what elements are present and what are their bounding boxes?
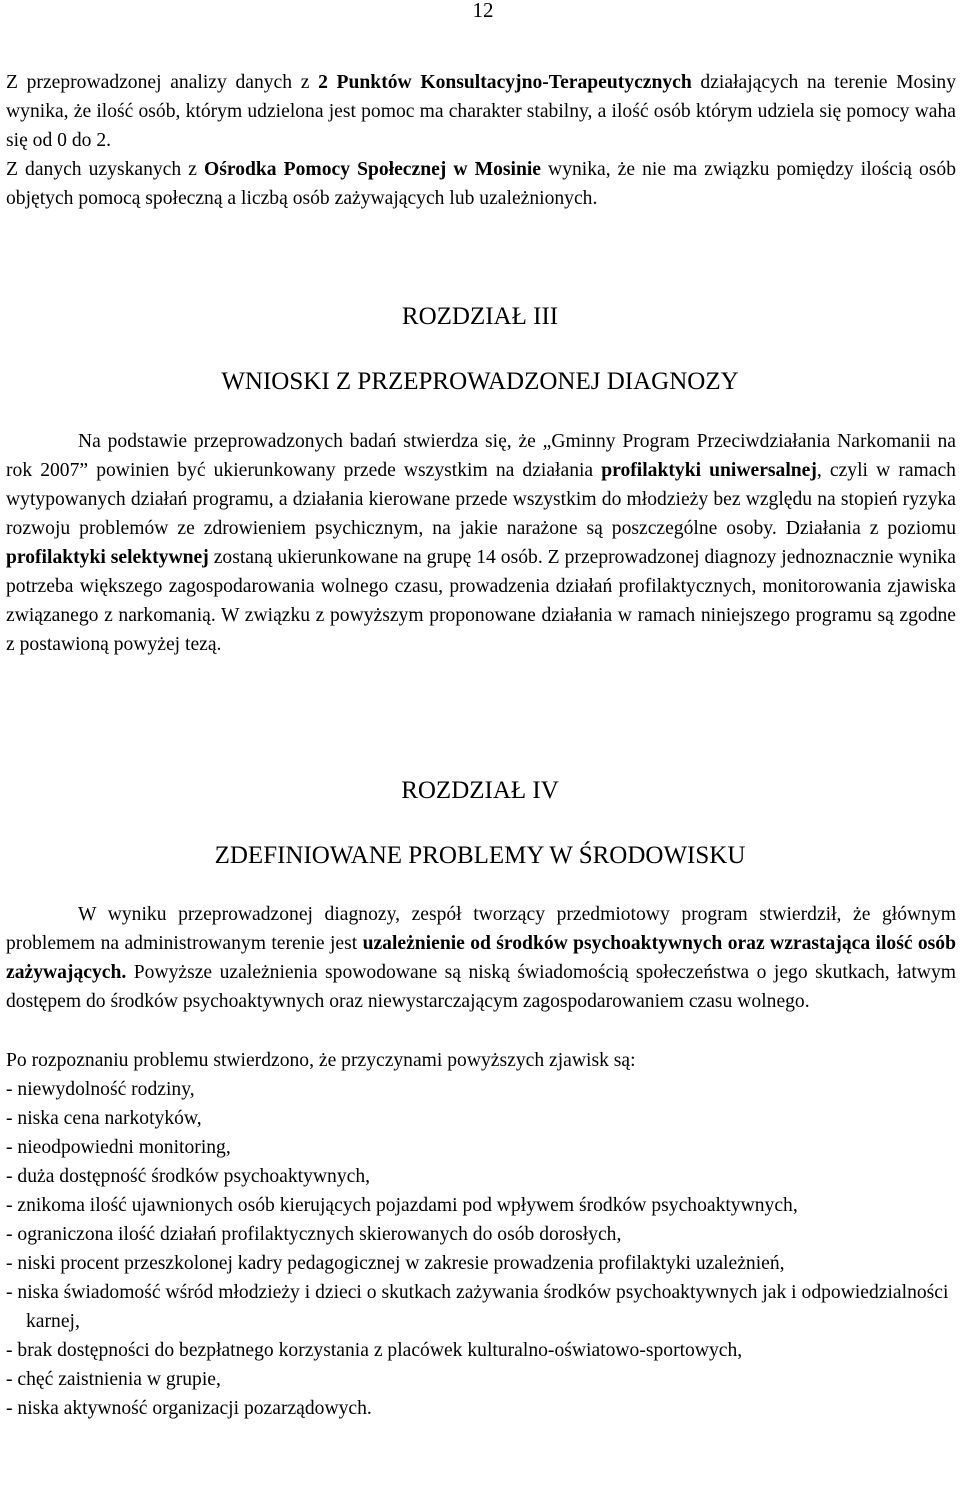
causes-intro: Po rozpoznaniu problemu stwierdzono, że przyczynami powyższych zjawisk są: [6, 1050, 636, 1071]
list-item: - nieodpowiedni monitoring, [6, 1137, 231, 1158]
chapter-4-label: ROZDZIAŁ IV [401, 777, 559, 804]
page-number: 12 [472, 0, 494, 22]
list-item: - znikoma ilość ujawnionych osób kierujących pojazdami pod wpływem środków psychoaktywnych, [6, 1195, 798, 1216]
chapter-4-text-a: W wyniku przeprowadzonej diagnozy, zespół tworzący przedmiotowy program stwierdził, że głównym problemem na administrowanym terenie jest [6, 904, 956, 954]
list-item: - niska świadomość wśród młodzieży i dzieci o skutkach zażywania środków psychoaktywnych jak i odpowiedzialności karnej, [6, 1282, 949, 1332]
chapter-4-paragraph [6, 900, 956, 1016]
list-item: - niska cena narkotyków, [6, 1108, 202, 1129]
chapter-3-label: ROZDZIAŁ III [401, 303, 559, 330]
intro-p2-text-b: wynika, że nie ma związku pomiędzy ilością osób objętych pomocą społeczną a liczbą osób zażywających lub uzależnionych. [6, 159, 956, 209]
list-item: - chęć zaistnienia w grupie, [6, 1369, 221, 1390]
intro-p1-text-b: działających na terenie Mosiny wynika, że ilość osób, którym udzielona jest pomoc ma charakter stabilny, a ilość osób którym udziela się pomocy waha się od 0 do 2. [6, 72, 957, 151]
chapter-3-text-c: zostaną ukierunkowane na grupę 14 osób. Z przeprowadzonej diagnozy jednoznacznie wynika potrzeba większego zagospodarowania wolnego czasu, prowadzenia działań profilaktycznych, monitorowania zjawiska związanego z narkomanią. W związku z powyższym proponowane działania w ramach niniejszego programu są zgodne z postawioną powyżej tezą. [6, 547, 957, 655]
intro-paragraph-2 [6, 155, 956, 213]
intro-paragraph-1 [6, 68, 956, 155]
chapter-3-bold-1: profilaktyki uniwersalnej [601, 460, 817, 481]
causes-list [6, 1075, 956, 1423]
list-item: - niska aktywność organizacji pozarządowych. [6, 1398, 372, 1419]
chapter-3-text-a: Na podstawie przeprowadzonych badań stwierdza się, że „Gminny Program Przeciwdziałania Narkomanii na rok 2007” powinien być ukierunkowany przede wszystkim na działania [6, 431, 956, 481]
intro-p1-bold: 2 Punktów Konsultacyjno-Terapeutycznych [318, 72, 692, 93]
chapter-4-title: ZDEFINIOWANE PROBLEMY W ŚRODOWISKU [214, 842, 746, 869]
list-item: - brak dostępności do bezpłatnego korzystania z placówek kulturalno-oświatowo-sportowych, [6, 1340, 743, 1361]
intro-p2-text-a: Z danych uzyskanych z [6, 159, 204, 180]
intro-p1-text-a: Z przeprowadzonej analizy danych z [6, 72, 319, 93]
list-item: - niski procent przeszkolonej kadry pedagogicznej w zakresie prowadzenia profilaktyki uzależnień, [6, 1253, 785, 1274]
chapter-3-bold-2: profilaktyki selektywnej [6, 547, 209, 568]
intro-p2-bold: Ośrodka Pomocy Społecznej w Mosinie [203, 159, 541, 180]
chapter-4-bold: uzależnienie od środków psychoaktywnych oraz wzrastająca ilość osób zażywających. [6, 933, 957, 983]
list-item: - duża dostępność środków psychoaktywnych, [6, 1166, 371, 1187]
chapter-3-text-b: , czyli w ramach wytypowanych działań programu, a działania kierowane przede wszystkim do młodzieży bez względu na stopień ryzyka rozwoju problemów ze zdrowieniem psychicznym, na jakie narażone są poszczególne osoby. Działania z poziomu [6, 460, 956, 539]
chapter-3-title: WNIOSKI Z PRZEPROWADZONEJ DIAGNOZY [221, 368, 739, 395]
chapter-3-paragraph [6, 427, 956, 659]
chapter-4-text-b: Powyższe uzależnienia spowodowane są niską świadomością społeczeństwa o jego skutkach, łatwym dostępem do środków psychoaktywnych oraz niewystarczającym zagospodarowaniem czasu wolnego. [6, 962, 956, 1012]
list-item: - ograniczona ilość działań profilaktycznych skierowanych do osób dorosłych, [6, 1224, 622, 1245]
list-item: - niewydolność rodziny, [6, 1079, 195, 1100]
